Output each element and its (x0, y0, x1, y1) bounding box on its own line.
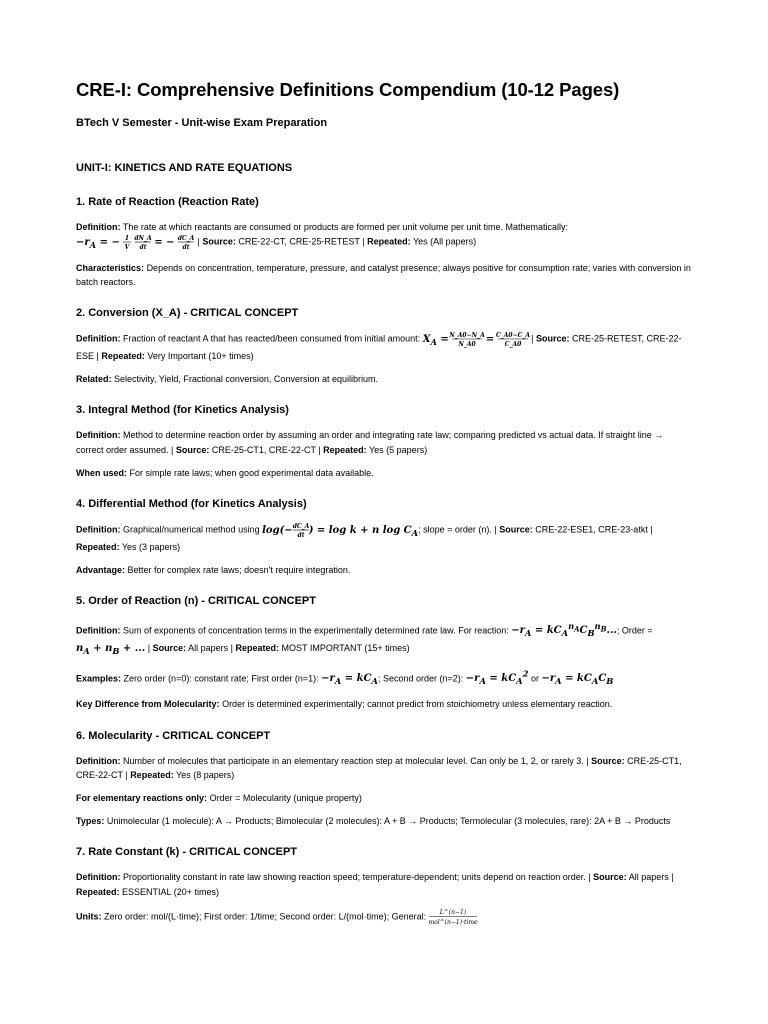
order-label-text: ; Order = (616, 625, 653, 636)
section-rate-constant (76, 846, 692, 925)
definition-paragraph: Definition: Fraction of reactant A that has reacted/been consumed from initial amount: $X_A$ = N_A0−N_A N_A0 = C_A0−C_A C_A0 | Source: CRE-25-RETEST, CRE-22-ESE | Repeated: Very Important (10+ times) (76, 332, 682, 362)
svg-text:N_A0: N_A0 (458, 341, 476, 349)
characteristics-text: Depends on concentration, temperature, pressure, and catalyst presence; always positive for consumption rate; varies with conversion in batch reactors. (76, 262, 691, 288)
repeated-label: Repeated: (76, 886, 120, 897)
repeated-label: Repeated: (101, 351, 145, 362)
repeated-text: Yes (All papers) (412, 236, 477, 247)
definition-paragraph: Definition: Method to determine reaction order by assuming an order and integrating rate law; comparing predicted vs actual data. If straight line → correct order assumed. | Source: CRE-25-CT1, CRE-22-CT | Repeated: Yes (5 papers) (76, 430, 664, 455)
document-title: CRE-I: Comprehensive Definitions Compendium (10-12 Pages) (76, 79, 620, 100)
document-content (76, 196, 692, 944)
examples-zero-text: Zero order (n=0): constant rate; First order (n=1): (123, 673, 319, 684)
definition-text: Proportionality constant in rate law showing reaction speed; temperature-dependent; units depend on reaction order. (123, 872, 586, 883)
source-text: All papers (188, 642, 229, 653)
frac-dca-dt (178, 234, 194, 250)
key-difference-paragraph (76, 697, 692, 711)
document-subtitle: BTech V Semester - Unit-wise Exam Preparation (76, 117, 328, 129)
source-text: CRE-25-CT1, CRE-22-CT (76, 755, 682, 780)
svg-text:C_A0−C_A: C_A0−C_A (495, 332, 530, 340)
definition-label: Definition: (76, 430, 121, 441)
differential-equation: log(− dC_A dt ) = log k + n $\log C_A$ (262, 523, 419, 540)
source-text: CRE-25-CT1, CRE-22-CT (211, 444, 316, 455)
repeated-text: Very Important (10+ times) (147, 351, 254, 362)
rate-law-equation: $-r_A = kC_A^{n_A}C_B^{n_B}$... (511, 621, 617, 639)
when-used-label: When used: (76, 467, 127, 478)
definition-text: Method to determine reaction order by assuming an order and integrating rate law; comparing predicted vs actual data. If straight line → correct order assumed. (76, 430, 664, 455)
frac-na0-na (449, 331, 486, 349)
conversion-equation: $X_A$ = N_A0−N_A N_A0 = C_A0−C_A C_A0 (422, 332, 530, 349)
advantage-paragraph (76, 563, 692, 577)
definition-text: Number of molecules that participate in an elementary reaction step at molecular level. Can only be 1, 2, or rarely 3. (123, 755, 584, 766)
frac-dna-dt (135, 234, 151, 250)
source-label: Source: (535, 333, 570, 344)
units-text: Zero order: mol/(L·time); First order: 1/time; Second order: L/(mol·time); General: (104, 911, 427, 922)
definition-label: Definition: (76, 755, 121, 766)
types-paragraph (76, 814, 692, 828)
elementary-text: Order = Molecularity (unique property) (209, 793, 362, 804)
svg-text:dt: dt (297, 532, 305, 540)
section-order-of-reaction (76, 595, 692, 711)
elementary-paragraph (76, 791, 692, 805)
repeated-text: Yes (5 papers) (368, 444, 428, 455)
second-order-equation: $-r_A = kC_A^2$ (465, 668, 529, 687)
source-label: Source: (152, 642, 187, 653)
section-heading: 1. Rate of Reaction (Reaction Rate) (76, 196, 259, 208)
source-label: Source: (593, 872, 627, 883)
order-sum-equation: $n_A + n_B$ + ... (76, 642, 146, 656)
unit-heading: UNIT-I: KINETICS AND RATE EQUATIONS (76, 162, 293, 174)
repeated-text: Yes (3 papers) (121, 541, 181, 552)
section-conversion (76, 307, 692, 386)
advantage-text: Better for complex rate laws; doesn't require integration. (127, 564, 351, 575)
section-integral-method (76, 404, 692, 480)
related-label: Related: (76, 374, 112, 385)
svg-text:dt: dt (139, 244, 147, 252)
section-heading: 5. Order of Reaction (n) - CRITICAL CONCEPT (76, 595, 316, 608)
section-heading: 7. Rate Constant (k) - CRITICAL CONCEPT (76, 846, 298, 859)
related-paragraph (76, 372, 692, 386)
source-label: Source: (591, 755, 625, 766)
definition-label: Definition: (76, 625, 121, 636)
units-label: Units: (76, 911, 102, 922)
examples-second-text: ; Second order (n=2): (377, 673, 464, 684)
svg-text:dC_A: dC_A (177, 235, 195, 243)
when-used-paragraph (76, 466, 692, 480)
first-order-equation: $-r_A = kC_A$ (321, 673, 378, 687)
svg-text:dN_A: dN_A (134, 235, 152, 243)
definition-text: Fraction of reactant A that has reacted/been consumed from initial amount: (123, 333, 421, 344)
types-label: Types: (76, 816, 105, 827)
repeated-label: Repeated: (367, 236, 411, 247)
elementary-label: For elementary reactions only: (76, 793, 208, 804)
definition-text: Sum of exponents of concentration terms in the experimentally determined rate law. For reaction: (123, 625, 509, 636)
section-rate-of-reaction (76, 196, 692, 289)
definition-label: Definition: (76, 872, 121, 883)
types-text: Unimolecular (1 molecule): A → Products; Bimolecular (2 molecules): A + B → Products; Termolecular (3 molecules, rare): 2A + B → Products (106, 816, 671, 827)
definition-paragraph: Definition: Graphical/numerical method using log(− dC_A dt ) = log k + n $\log C_A$; slope = order (n). | Source: CRE-22-ESE1, CRE-23-atkt | Repeated: Yes (3 papers) (76, 523, 653, 552)
svg-text:L^(n−1): L^(n−1) (439, 908, 466, 916)
definition-text-after: ; slope = order (n). (418, 524, 492, 535)
second-order-alt-equation: $-r_A = kC_AC_B$ (541, 673, 614, 687)
svg-text:V: V (125, 244, 130, 252)
examples-paragraph (76, 667, 692, 689)
key-difference-label: Key Difference from Molecularity: (76, 699, 220, 710)
key-difference-text: Order is determined experimentally; cannot predict from stoichiometry unless elementary reaction. (222, 699, 613, 710)
svg-text:mol^(n−1)·time: mol^(n−1)·time (428, 918, 478, 926)
svg-text:N_A0−N_A: N_A0−N_A (449, 332, 486, 340)
examples-label: Examples: (76, 673, 122, 684)
section-heading: 3. Integral Method (for Kinetics Analysis) (76, 404, 289, 417)
units-paragraph (76, 908, 692, 926)
related-text: Selectivity, Yield, Fractional conversion, Conversion at equilibrium. (114, 374, 378, 385)
rate-equation: $-r_A$ = − 1 V dN_A dt = − dC_A dt (76, 235, 195, 252)
frac-1-over-v (123, 234, 131, 250)
source-text: CRE-22-ESE1, CRE-23-atkt (535, 524, 648, 535)
svg-text:dt: dt (182, 244, 190, 252)
characteristics-label: Characteristics: (76, 262, 145, 273)
advantage-label: Advantage: (76, 564, 126, 575)
general-units-fraction (429, 908, 477, 926)
definition-label: Definition: (76, 222, 121, 232)
definition-paragraph: Definition: Sum of exponents of concentration terms in the experimentally determined rate law. For reaction: $-r_A = kC_A^{n_A}C_B^{n_B}$...; Order = $n_A + n_B$ + ... | Source: All papers | Repeated: MOST IMPORTANT (15+ times) (76, 621, 653, 656)
repeated-label: Repeated: (130, 769, 174, 780)
definition-label: Definition: (76, 333, 121, 344)
repeated-text: MOST IMPORTANT (15+ times) (281, 642, 410, 653)
definition-paragraph: Definition: Number of molecules that participate in an elementary reaction step at molecular level. Can only be 1, 2, or rarely 3. | Source: CRE-25-CT1, CRE-22-CT | Repeated: Yes (8 papers) (76, 755, 682, 780)
frac-ca0-ca (495, 331, 530, 349)
source-label: Source: (202, 236, 236, 247)
section-molecularity (76, 730, 692, 829)
examples-or-text: or (530, 673, 539, 684)
definition-label: Definition: (76, 524, 121, 535)
repeated-text: Yes (8 papers) (176, 769, 235, 780)
repeated-label: Repeated: (235, 642, 279, 653)
section-heading: 2. Conversion (X_A) - CRITICAL CONCEPT (76, 307, 299, 320)
source-label: Source: (175, 444, 210, 455)
definition-paragraph: Definition: The rate at which reactants are consumed or products are formed per unit volume per unit time. Mathematically: $-r_A$ = − 1 V dN_A dt = − dC_A dt | Source: CRE-22-CT, CRE-25-RETEST | Repeated: Yes (All papers) (76, 222, 569, 252)
source-text: CRE-25-RETEST, CRE-22-ESE (76, 333, 682, 362)
definition-paragraph: Definition: Proportionality constant in rate law showing reaction speed; temperature-dependent; units depend on reaction order. | Source: All papers | Repeated: ESSENTIAL (20+ times) (76, 872, 674, 897)
definition-text: Graphical/numerical method using (123, 524, 260, 535)
when-used-text: For simple rate laws; when good experimental data available. (129, 467, 374, 478)
definition-text: The rate at which reactants are consumed or products are formed per unit volume per unit time. Mathematically: (122, 222, 569, 232)
repeated-text: ESSENTIAL (20+ times) (122, 886, 219, 897)
source-label: Source: (499, 524, 533, 535)
source-text: All papers (628, 872, 669, 883)
section-heading: 4. Differential Method (for Kinetics Analysis) (76, 498, 307, 511)
repeated-label: Repeated: (323, 444, 367, 455)
svg-text:dC_A: dC_A (292, 523, 310, 531)
source-text: CRE-22-CT, CRE-25-RETEST (238, 236, 360, 247)
characteristics-paragraph (76, 261, 692, 289)
repeated-label: Repeated: (76, 541, 120, 552)
svg-text:C_A0: C_A0 (504, 341, 521, 349)
frac-dca-dt (293, 522, 309, 538)
section-heading: 6. Molecularity - CRITICAL CONCEPT (76, 729, 271, 742)
svg-text:1: 1 (125, 235, 130, 243)
section-differential-method (76, 498, 692, 577)
